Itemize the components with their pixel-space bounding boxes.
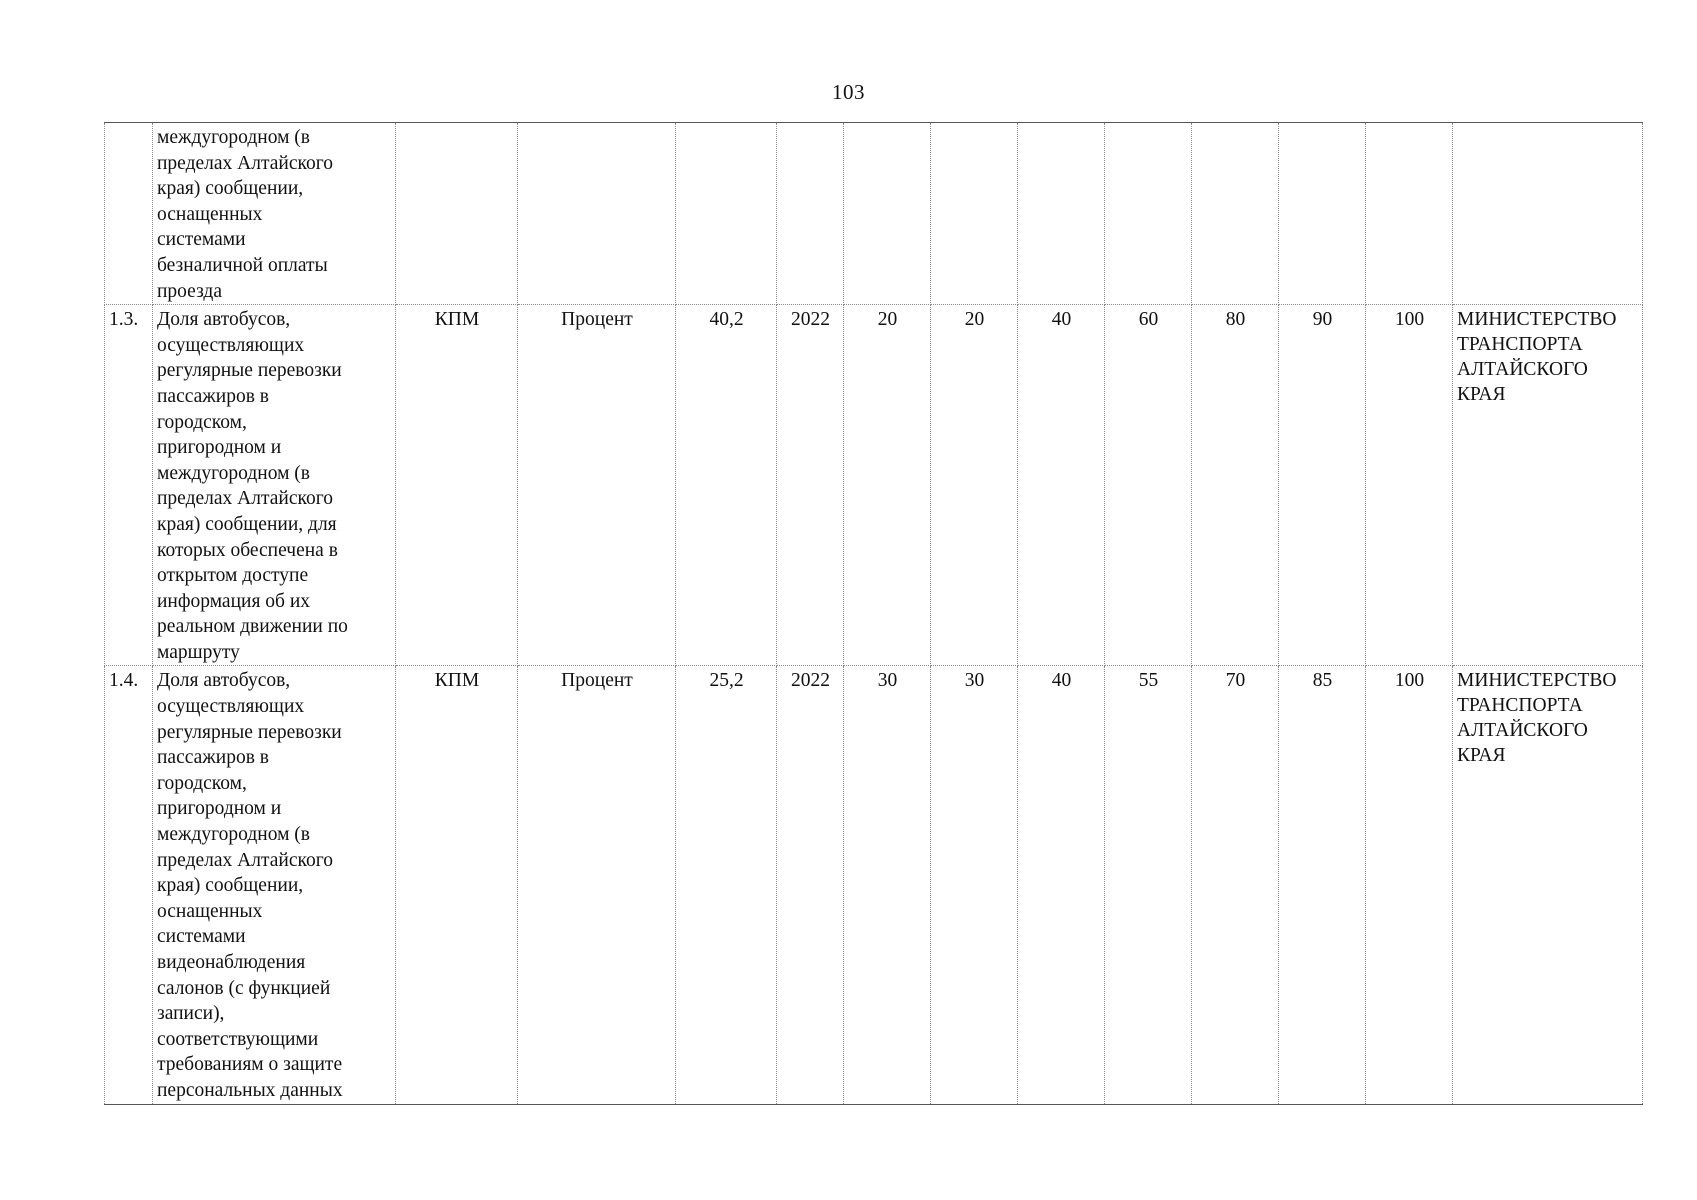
value-cell: 85 — [1279, 666, 1366, 1105]
indicator-type — [396, 123, 518, 305]
unit — [518, 123, 676, 305]
value-cell — [1192, 123, 1279, 305]
indicator-name-text: междугородном (в пределах Алтайского края) сообщении, оснащенных системами безналичной оплаты проезда — [157, 127, 333, 302]
value-cell: 90 — [1279, 305, 1366, 666]
value-cell: 55 — [1105, 666, 1192, 1105]
indicator-name-text: Доля автобусов, осуществляющих регулярные перевозки пассажиров в городском, пригородном и междугородном (в пределах Алтайского края) сообщении, оснащенных системами видеонаблюдения салонов (с функцией записи), соответствующими требованиям о защите персональных данных — [157, 670, 343, 1101]
indicator-name — [153, 123, 396, 305]
value-cell: 30 — [844, 666, 931, 1105]
value-cell: 20 — [844, 305, 931, 666]
value-cell: 100 — [1366, 305, 1453, 666]
indicators-table — [104, 122, 1643, 1105]
value-cell: 100 — [1366, 666, 1453, 1105]
base-value — [676, 123, 777, 305]
row-number: 1.3. — [105, 305, 153, 666]
value-cell — [844, 123, 931, 305]
indicator-name-text: Доля автобусов, осуществляющих регулярные перевозки пассажиров в городском, пригородном и междугородном (в пределах Алтайского края) сообщении, для которых обеспечена в открытом доступе информация об их реальном движении по маршруту — [157, 309, 348, 663]
indicator-name — [153, 666, 396, 1105]
unit: Процент — [518, 666, 676, 1105]
unit: Процент — [518, 305, 676, 666]
indicator-type: КПМ — [396, 305, 518, 666]
base-year: 2022 — [777, 666, 844, 1105]
value-cell — [931, 123, 1018, 305]
base-year: 2022 — [777, 305, 844, 666]
indicator-name — [153, 305, 396, 666]
table-row — [105, 305, 1643, 666]
value-cell — [1279, 123, 1366, 305]
responsible-org-text: МИНИСТЕРСТВО ТРАНСПОРТА АЛТАЙСКОГО КРАЯ — [1457, 309, 1617, 406]
value-cell: 40 — [1018, 666, 1105, 1105]
value-cell — [1018, 123, 1105, 305]
indicator-type: КПМ — [396, 666, 518, 1105]
table-row — [105, 123, 1643, 305]
value-cell: 30 — [931, 666, 1018, 1105]
base-value: 40,2 — [676, 305, 777, 666]
value-cell — [1366, 123, 1453, 305]
value-cell: 40 — [1018, 305, 1105, 666]
responsible-org — [1453, 123, 1643, 305]
value-cell: 80 — [1192, 305, 1279, 666]
responsible-org-text: МИНИСТЕРСТВО ТРАНСПОРТА АЛТАЙСКОГО КРАЯ — [1457, 670, 1617, 767]
base-value: 25,2 — [676, 666, 777, 1105]
responsible-org — [1453, 305, 1643, 666]
base-year — [777, 123, 844, 305]
value-cell: 70 — [1192, 666, 1279, 1105]
row-number — [105, 123, 153, 305]
page-number: 103 — [832, 80, 865, 104]
value-cell: 60 — [1105, 305, 1192, 666]
value-cell — [1105, 123, 1192, 305]
responsible-org — [1453, 666, 1643, 1105]
value-cell: 20 — [931, 305, 1018, 666]
row-number: 1.4. — [105, 666, 153, 1105]
table-row — [105, 666, 1643, 1105]
